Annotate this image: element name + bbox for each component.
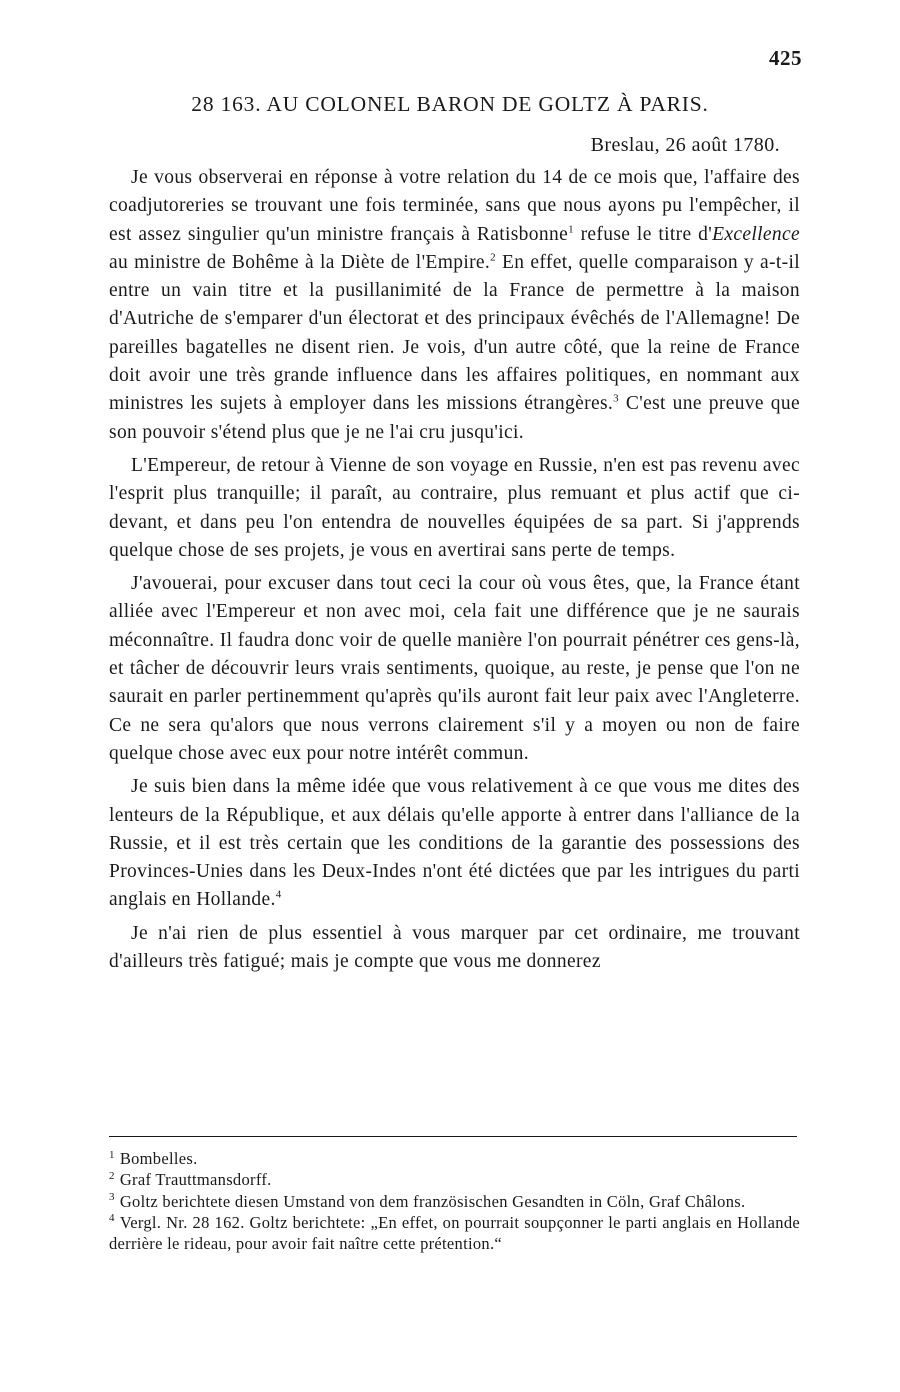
paragraph-1-text-b: refuse le titre d' [573, 223, 713, 245]
footnote-1 [109, 1148, 800, 1169]
letter-dateline: Breslau, 26 août 1780. [590, 134, 780, 156]
footnote-ref-4: 4 [275, 888, 282, 901]
footnote-text: Goltz berichtete diesen Umstand von dem französischen Gesandten in Cöln, Graf Châlons. [119, 1191, 746, 1211]
footnote-4 [109, 1212, 800, 1255]
footnote-text: Vergl. Nr. 28 162. Goltz berichtete: „En effet, on pourrait soupçonner le parti anglais en Hollande derrière le rideau, pour avoir fait naître cette prétention.“ [109, 1212, 800, 1254]
footnote-text: Bombelles. [119, 1149, 198, 1168]
footnote-mark: 1 [109, 1148, 115, 1161]
footnote-divider [109, 1136, 797, 1137]
footnote-ref-1: 1 [568, 223, 574, 236]
footnote-text: Graf Trauttmansdorff. [119, 1170, 272, 1190]
paragraph-1-text-c: au ministre de Bohême à la Diète de l'Empire. [109, 251, 491, 273]
footnote-2 [109, 1169, 800, 1190]
letter-body [109, 164, 800, 981]
footnote-ref-3: 3 [613, 392, 619, 405]
paragraph-2: L'Empereur, de retour à Vienne de son voyage en Russie, n'en est pas revenu avec l'esprit plus tranquille; il paraît, au contraire, plus remuant et plus actif que ci-devant, et dans peu l'on entendra de nouvelles équipées de sa part. Si j'apprends quelque chose de ses projets, je vous en avertirai sans perte de temps. [109, 454, 800, 561]
footnotes [109, 1148, 800, 1254]
paragraph-1-text-e: C'est une preuve que son pouvoir s'étend plus que je ne l'ai cru jusqu'ici. [109, 393, 800, 443]
letter-heading: 28 163. AU COLONEL BARON DE GOLTZ À PARIS. [191, 92, 709, 116]
footnote-mark: 2 [109, 1169, 115, 1182]
footnote-3 [109, 1191, 800, 1212]
paragraph-1-text-d: En effet, quelle comparaison y a-t-il entre un vain titre et la pusillanimité de la France de permettre à la maison d'Autriche de s'emparer d'un électorat et des principaux évêchés de l'Allemagne! De pareilles bagatelles ne disent rien. Je vois, d'un autre côté, que la reine de France doit avoir une très grande influence dans les affaires politiques, en nommant aux ministres les sujets à employer dans les missions étrangères. [109, 251, 801, 415]
paragraph-3: J'avouerai, pour excuser dans tout ceci la cour où vous êtes, que, la France étant alliée avec l'Empereur et non avec moi, cela fait une différence que je ne saurais méconnaître. Il faudra donc voir de quelle manière l'on pourrait pénétrer ces gens-là, et tâcher de découvrir leurs vrais sentiments, quoique, au reste, je pense que l'on ne saurait en parler pertinemment qu'après qu'ils auront fait leur paix avec l'Angleterre. Ce ne sera qu'alors que nous verrons clairement s'il y a moyen ou non de faire quelque chose avec eux pour notre intérêt commun. [109, 573, 800, 764]
paragraph-4 [109, 773, 800, 914]
footnote-ref-2: 2 [490, 251, 497, 264]
excellence-italic: Excellence [712, 223, 801, 245]
paragraph-5: Je n'ai rien de plus essentiel à vous marquer par cet ordinaire, me trouvant d'ailleurs très fatigué; mais je compte que vous me donnerez [109, 922, 800, 973]
footnote-mark: 3 [109, 1191, 115, 1204]
paragraph-4-text: Je suis bien dans la même idée que vous relativement à ce que vous me dites des lenteurs de la République, et aux délais qu'elle apporte à entrer dans l'alliance de la Russie, et il est très certain que les conditions de la garantie des possessions des Provinces-Unies dans les Deux-Indes n'ont été dictées que par les intrigues du parti anglais en Hollande. [109, 776, 800, 911]
footnote-mark: 4 [109, 1212, 115, 1225]
paragraph-1 [109, 164, 800, 447]
paragraph-1-text: Je vous observerai en réponse à votre relation du 14 de ce mois que, l'affaire des coadjutoreries se trouvant une fois terminée, sans que nous ayons pu l'empêcher, il est assez singulier qu'un ministre français à Ratisbonne [109, 167, 800, 245]
page-number: 425 [769, 46, 802, 70]
